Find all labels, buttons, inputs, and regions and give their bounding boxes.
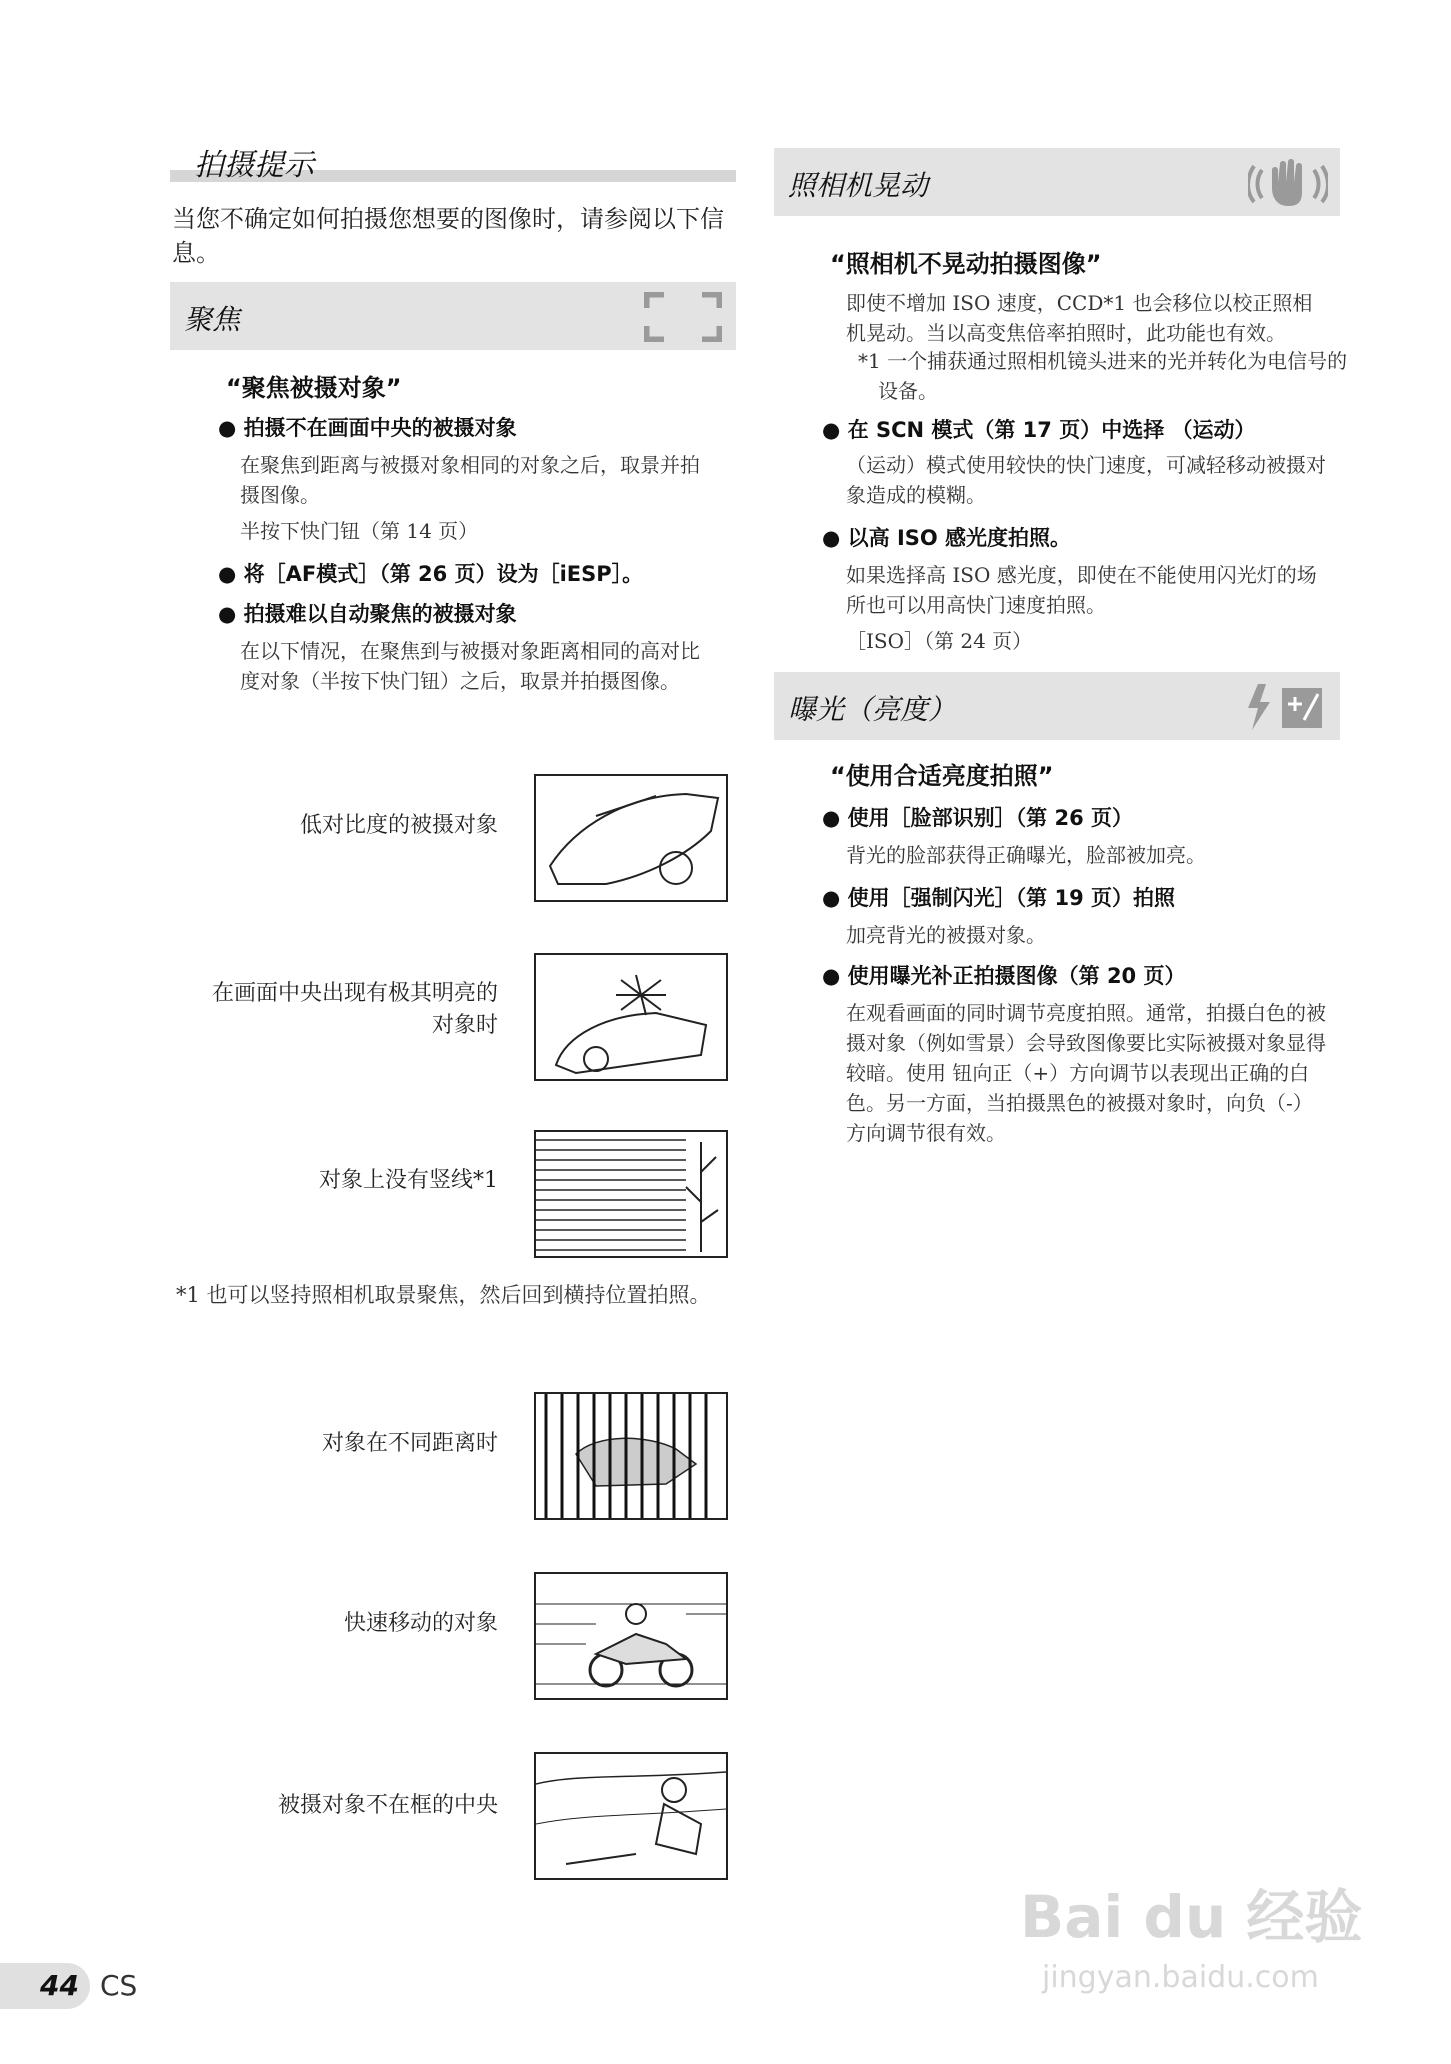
exposure-bullet-2-text: 加亮背光的被摄对象。: [846, 923, 1046, 947]
intro-text: 当您不确定如何拍摄您想要的图像时，请参阅以下信息。: [172, 205, 724, 267]
exposure-heading: [774, 672, 1340, 740]
exposure-quote: “使用合适亮度拍照”: [830, 762, 1054, 790]
focus-quote: “聚焦被摄对象”: [226, 374, 402, 402]
language-code: CS: [100, 1969, 138, 2002]
page-number-tab: [0, 1963, 90, 2009]
example-image-blinds: [534, 1130, 728, 1258]
shake-text: 即使不增加 ISO 速度，CCD*1 也会移位以校正照相机晃动。当以高变焦倍率拍照时，此功能也有效。: [846, 291, 1313, 345]
focus-heading: [170, 282, 736, 350]
shake-bullet-2-ref: ［ISO］（第 24 页）: [846, 629, 1033, 653]
exposure-bullet-1-text: 背光的脸部获得正确曝光，脸部被加亮。: [846, 843, 1206, 867]
exposure-bullet-3-text: 在观看画面的同时调节亮度拍照。通常，拍摄白色的被摄对象（例如雪景）会导致图像要比实际被摄对象显得较暗。使用 钮向正（+）方向调节以表现出正确的白色。另一方面，当拍摄黑色的被摄对象时，向负（-）方向调节很有效。: [846, 1001, 1326, 1145]
watermark-logo: Bai du 经验: [1020, 1883, 1363, 1951]
shake-bullet-2: ● 以高 ISO 感光度拍照。: [822, 526, 1072, 550]
exposure-bullet-3: ● 使用曝光补正拍摄图像（第 20 页）: [822, 964, 1186, 988]
page-title: 拍摄提示: [194, 148, 314, 183]
focus-bullet-3: ● 拍摄难以自动聚焦的被摄对象: [218, 602, 517, 626]
focus-bullet-3-text: 在以下情况，在聚焦到与被摄对象距离相同的高对比度对象（半按下快门钮）之后，取景并拍摄图像。: [240, 639, 700, 693]
page-number: 44: [40, 1969, 79, 2002]
focus-bullet-1-ref: 半按下快门钮（第 14 页）: [240, 519, 479, 543]
shake-quote: “照相机不晃动拍摄图像”: [830, 250, 1102, 278]
focus-bullet-2: ● 将［AF模式］（第 26 页）设为［iESP］。: [218, 562, 644, 586]
focus-bullet-1: ● 拍摄不在画面中央的被摄对象: [218, 416, 517, 440]
exposure-bullet-1: ● 使用［脸部识别］（第 26 页）: [822, 806, 1133, 830]
example-caption: 快速移动的对象: [343, 1611, 498, 1636]
shake-title: 照相机晃动: [788, 169, 929, 202]
focus-title: 聚焦: [184, 303, 241, 336]
example-caption: 被摄对象不在框的中央: [277, 1793, 498, 1818]
exposure-bullet-2: ● 使用［强制闪光］（第 19 页）拍照: [822, 886, 1175, 910]
focus-bullet-1-text: 在聚焦到距离与被摄对象相同的对象之后，取景并拍摄图像。: [240, 453, 700, 507]
exposure-title: 曝光（亮度）: [788, 693, 957, 726]
watermark-url: jingyan.baidu.com: [1042, 1960, 1319, 1995]
example-caption: 对象在不同距离时: [321, 1431, 498, 1456]
example-image-car: [534, 774, 728, 902]
hand-shake-icon: [1248, 156, 1328, 210]
shake-heading: [774, 148, 1340, 216]
example-image-person-field: [534, 1752, 728, 1880]
example-image-tiger-bars: [534, 1392, 728, 1520]
section-heading-tips: [170, 140, 736, 183]
flash-exposure-icon: [1244, 682, 1334, 732]
example-image-bright-car: [534, 953, 728, 1081]
example-image-motorcycle: [534, 1572, 728, 1700]
shake-note: *1 一个捕获通过照相机镜头进来的光并转化为电信号的设备。: [858, 349, 1348, 403]
shake-bullet-1-text: （运动）模式使用较快的快门速度，可减轻移动被摄对象造成的模糊。: [846, 453, 1326, 507]
example-caption: 低对比度的被摄对象: [299, 813, 498, 838]
example-caption: 在画面中央出现有极其明亮的对象时: [211, 981, 498, 1038]
focus-footnote: *1 也可以竖持照相机取景聚焦，然后回到横持位置拍照。: [176, 1283, 711, 1307]
shake-bullet-2-text: 如果选择高 ISO 感光度，即使在不能使用闪光灯的场所也可以用高快门速度拍照。: [846, 563, 1317, 617]
example-caption: 对象上没有竖线*1: [319, 1168, 498, 1193]
focus-frame-icon: [644, 292, 722, 342]
shake-bullet-1: ● 在 SCN 模式（第 17 页）中选择 （运动）: [822, 418, 1256, 442]
